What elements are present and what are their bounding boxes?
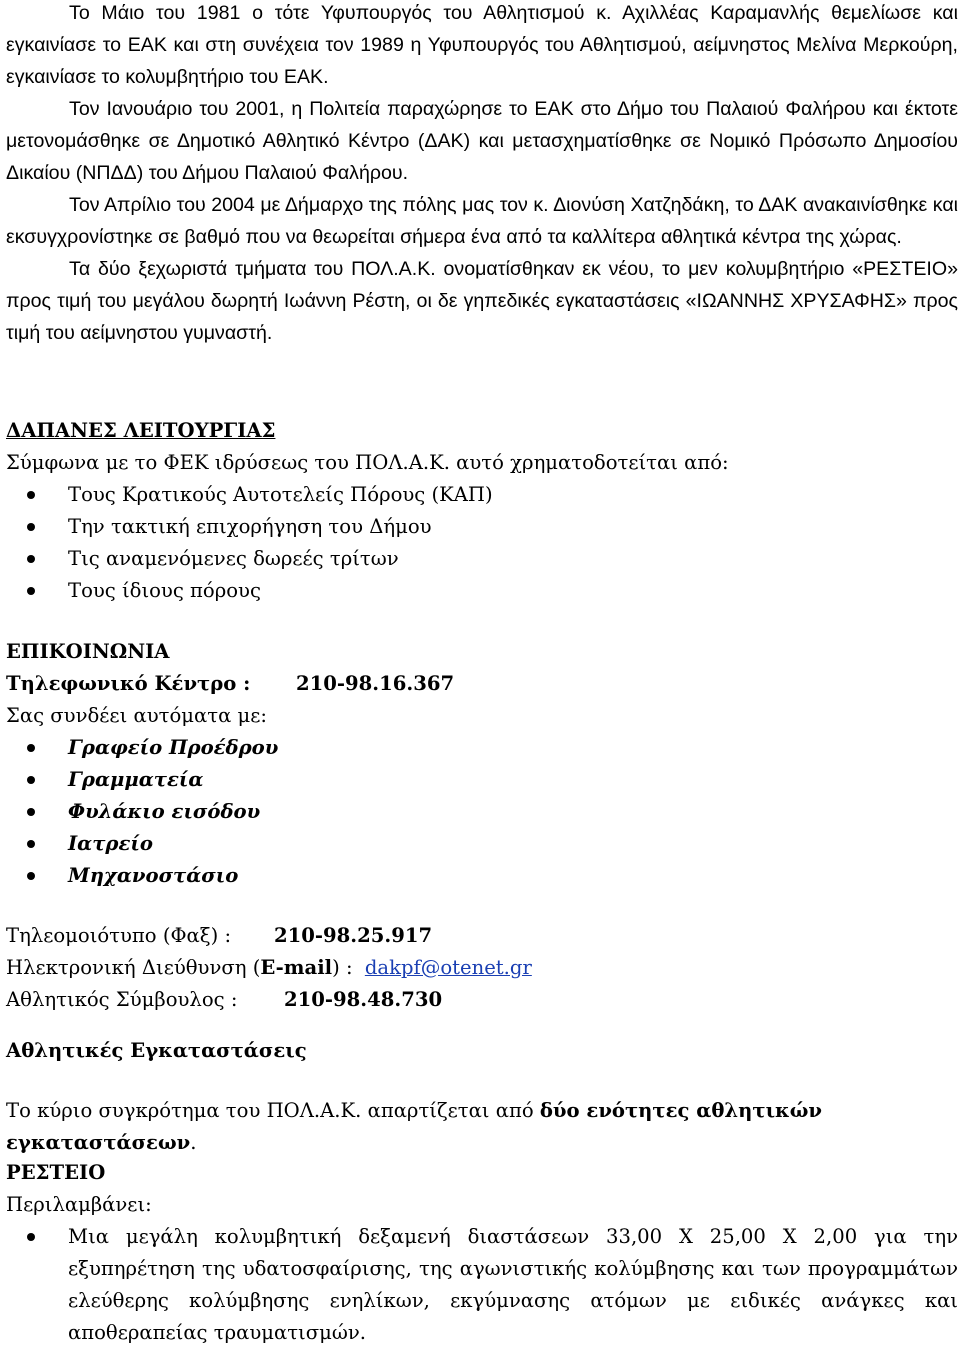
expenses-list [6, 479, 958, 607]
email-label-bold: E-mail [260, 956, 333, 979]
list-item: Μια μεγάλη κολυμβητική δεξαμενή διαστάσεων 33,00 Χ 25,00 Χ 2,00 για την εξυπηρέτηση της υδατοσφαίρισης, της αγωνιστικής κολύμβησης και των προγραμμάτων ελεύθερης κολύμβησης ενηλίκων, εκγύμνασης ατόμων με ειδικές ανάγκες και αποθεραπείας τραυματισμών. [6, 1221, 958, 1349]
phone-label: Τηλεφωνικό Κέντρο : [6, 672, 251, 695]
list-item: Γραμματεία [6, 764, 958, 796]
list-item: Φυλάκιο εισόδου [6, 796, 958, 828]
email-label-pre: Ηλεκτρονική Διεύθυνση ( [6, 956, 261, 979]
email-link[interactable]: dakpf@otenet.gr [364, 956, 532, 979]
facilities-lead-end: . [190, 1131, 197, 1154]
facilities-section [6, 1035, 958, 1159]
connects-label: Σας συνδέει αυτόματα με: [6, 704, 268, 727]
expenses-heading: ΔΑΠΑΝΕΣ ΛΕΙΤΟΥΡΓΙΑΣ [6, 419, 276, 442]
intro-paragraph-1: Το Μάιο του 1981 ο τότε Υφυπουργός του Αθλητισμού κ. Αχιλλέας Καραμανλής θεμελίωσε και εγκαινίασε το ΕΑΚ και στη συνέχεια τον 1989 η Υφυπουργός του Αθλητισμού, αείμνηστος Μελίνα Μερκούρη, εγκαινίασε το κολυμβητήριο του ΕΑΚ. [6, 2, 958, 88]
list-item: Την τακτική επιχορήγηση του Δήμου [6, 511, 958, 543]
email-label-post: ) : [332, 956, 353, 979]
resteio-includes: Περιλαμβάνει: [6, 1193, 152, 1216]
fax-value: 210-98.25.917 [274, 924, 433, 947]
resteio-list [6, 1221, 958, 1349]
contact-section [6, 636, 958, 892]
contact-details [6, 920, 958, 1016]
list-item: Τις αναμενόμενες δωρεές τρίτων [6, 543, 958, 575]
resteio-heading: ΡΕΣΤΕΙΟ [6, 1161, 106, 1184]
expenses-section [6, 415, 958, 607]
advisor-value: 210-98.48.730 [284, 988, 443, 1011]
fax-row [6, 920, 958, 952]
connects-list [6, 732, 958, 892]
list-item: Τους Κρατικούς Αυτοτελείς Πόρους (ΚΑΠ) [6, 479, 958, 511]
intro-paragraph-3: Τον Απρίλιο του 2004 με Δήμαρχο της πόλης μας τον κ. Διονύση Χατζηδάκη, το ΔΑΚ ανακαινίσθηκε και εκσυγχρονίστηκε σε βαθμό που να θεωρείται σήμερα ένα από τα καλλίτερα αθλητικά κέντρα της χώρας. [6, 194, 958, 248]
resteio-section [6, 1157, 958, 1349]
facilities-lead-bold: δύο ενότητες αθλητικών εγκαταστάσεων [6, 1099, 822, 1154]
facilities-heading: Αθλητικές Εγκαταστάσεις [6, 1039, 307, 1062]
list-item: Ιατρείο [6, 828, 958, 860]
facilities-lead-text: Το κύριο συγκρότημα του ΠΟΛ.Α.Κ. απαρτίζεται από [6, 1099, 540, 1122]
intro-paragraph-4: Τα δύο ξεχωριστά τμήματα του ΠΟΛ.Α.Κ. ονοματίσθηκαν εκ νέου, το μεν κολυμβητήριο «ΡΕΣΤΕΙΟ» προς τιμή του μεγάλου δωρητή Ιωάννη Ρέστη, οι δε γηπεδικές εγκαταστάσεις «ΙΩΑΝΝΗΣ ΧΡΥΣΑΦΗΣ» προς τιμή του αείμνηστου γυμναστή. [6, 258, 958, 344]
contact-heading: ΕΠΙΚΟΙΝΩΝΙΑ [6, 640, 170, 663]
list-item: Τους ίδιους πόρους [6, 575, 958, 607]
list-item: Γραφείο Προέδρου [6, 732, 958, 764]
facilities-lead [6, 1095, 958, 1159]
list-item: Μηχανοστάσιο [6, 860, 958, 892]
intro-paragraph-2: Τον Ιανουάριο του 2001, η Πολιτεία παραχώρησε το ΕΑΚ στο Δήμο του Παλαιού Φαλήρου και έκτοτε μετονομάσθηκε σε Δημοτικό Αθλητικό Κέντρο (ΔΑΚ) και μετασχηματίσθηκε σε Νομικό Πρόσωπο Δημοσίου Δικαίου (ΝΠΔΔ) του Δήμου Παλαιού Φαλήρου. [6, 98, 958, 184]
phone-value: 210-98.16.367 [296, 672, 455, 695]
advisor-row [6, 984, 958, 1016]
expenses-lead: Σύμφωνα με το ΦΕΚ ιδρύσεως του ΠΟΛ.Α.Κ. αυτό χρηματοδοτείται από: [6, 451, 729, 474]
email-row [6, 952, 958, 984]
phone-row [6, 668, 958, 700]
advisor-label: Αθλητικός Σύμβουλος : [6, 988, 238, 1011]
fax-label: Τηλεομοιότυπο (Φαξ) : [6, 924, 232, 947]
intro-section [6, 0, 958, 349]
